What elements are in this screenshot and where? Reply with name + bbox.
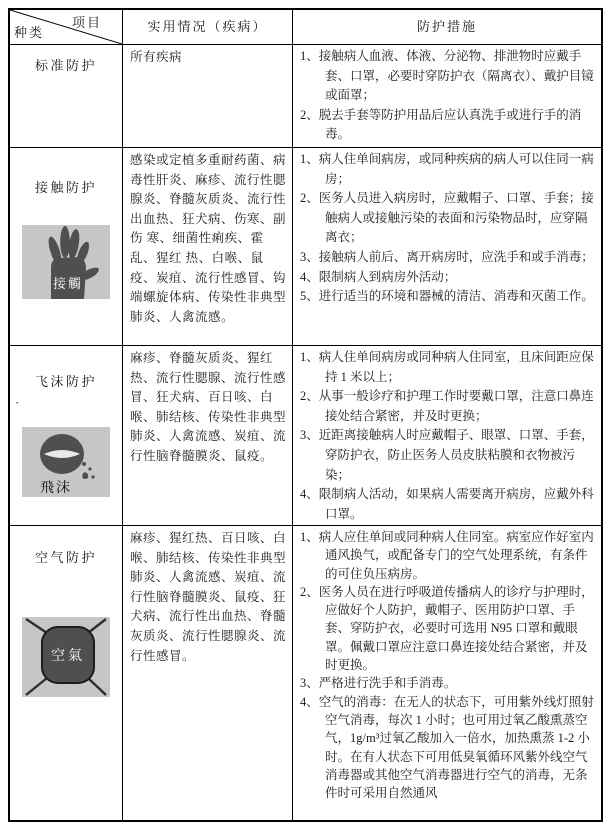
droplet-protection-diseases-cell: 麻疹、脊髓灰质炎、猩红热、流行性腮腺、流行性感冒、狂犬病、百日咳、白喉、肺结核、传染性非典型肺炎、人禽流感、炭疽、流行性脑脊髓膜炎、鼠疫。 <box>123 346 293 526</box>
measure-item: 2、脱去手套等防护用品后应认真洗手或进行手的消毒。 <box>300 107 582 142</box>
standard-protection-measures-cell <box>293 45 601 148</box>
airborne-protection-measures-cell <box>293 526 601 820</box>
measure-item: 2、医务人员进入病房时，应戴帽子、口罩、手套；接触病人或接触污染的表面和污染物品时，应穿隔离衣； <box>300 191 594 245</box>
measure-item: 2、从事一般诊疗和护理工作时要戴口罩，注意口鼻连接处结合紧密，并及时更换； <box>300 389 594 423</box>
measure-item: 5、进行适当的环境和器械的清洁、消毒和灭菌工作。 <box>300 289 594 304</box>
airborne-protection-category-cell <box>10 526 123 820</box>
category-label: 接触防护 <box>34 180 97 195</box>
lips-icon-label: 飛沫 <box>40 480 72 496</box>
header-measures-cell: 防护措施 <box>293 10 601 45</box>
measure-item: 1、病人住单间病房，或同种疾病的病人可以住同一病房； <box>300 152 594 186</box>
measure-item: 3、近距离接触病人时应戴帽子、眼罩、口罩、手套，穿防护衣，防止医务人员皮肤粘膜和衣物被污染； <box>300 428 594 482</box>
category-label: 飞沫防护 <box>34 374 97 389</box>
header-category-label: 种类 <box>14 25 45 41</box>
hand-icon-label: 接觸 <box>52 275 84 291</box>
standard-protection-diseases-cell: 所有疾病 <box>123 45 293 148</box>
measure-item: 4、限制病人活动，如果病人需要离开病房，应戴外科口罩。 <box>300 487 594 521</box>
measure-item: 4、空气的消毒：在无人的状态下，可用紫外线灯照射空气消毒，每次 1 小时；也可用过氧乙酸熏蒸空气，1g/m³过氧乙酸加入一倍水，加热熏蒸 1-2 小时。在有人状态下可用低臭氧循环风紫外线空气消毒器或其他空气消毒器进行空气的消毒，无条件时可采用自然通风 <box>300 694 594 801</box>
standard-protection-category-cell <box>10 45 123 148</box>
droplet-lips-icon <box>22 427 110 497</box>
measure-item: 2、医务人员在进行呼吸道传播病人的诊疗与护理时，应做好个人防护，戴帽子、医用防护口罩、手套、穿防护衣，必要时可选用 N95 口罩和戴眼罩。佩戴口罩应注意口鼻连接处结合紧密，并及时更换。 <box>300 584 594 673</box>
measure-item: 1、接触病人血液、体液、分泌物、排泄物时应戴手套、口罩，必要时穿防护衣（隔离衣）、戴护目镜或面罩； <box>300 49 594 103</box>
category-label: 标准防护 <box>34 58 97 73</box>
air-sign-icon <box>22 617 110 697</box>
protection-table <box>8 8 603 822</box>
header-project-label: 项目 <box>71 15 102 30</box>
airborne-protection-diseases-cell: 麻疹、猩红热、百日咳、白喉、肺结核、传染性非典型肺炎、人禽流感、炭疽、流行性脑脊髓膜炎、鼠疫、狂犬病、流行性出血热、脊髓灰质炎、流行性腮腺炎、流行性感冒。 <box>123 526 293 820</box>
droplet-protection-category-cell <box>10 346 123 526</box>
droplet-protection-measures-cell <box>293 346 601 526</box>
contact-hand-icon <box>22 225 110 299</box>
contact-protection-measures-cell <box>293 148 601 346</box>
contact-protection-category-cell <box>10 148 123 346</box>
header-usage-cell: 实用情况（疾病） <box>123 10 293 45</box>
measure-item: 4、限制病人到病房外活动； <box>300 269 457 284</box>
measure-item: 1、病人应住单间或同种病人住同室。病室应作好室内通风换气，或配备专门的空气处理系统，有条件的可住负压病房。 <box>300 530 594 581</box>
measure-item: 1、病人住单间病房或同种病人住同室，且床间距应保持 1 米以上； <box>300 350 594 384</box>
contact-protection-diseases-cell: 感染或定植多重耐药菌、病毒性肝炎、麻疹、流行性腮腺炎、脊髓灰质炎、流行性出血热、狂犬病、伤寒、副伤 寒、细菌性痢疾、霍乱、猩红 热、白喉、鼠疫、炭疽、流行性感冒、钩端螺旋体病、传染性非典型肺炎、人禽流感。 <box>123 148 293 346</box>
measure-item: 3、接触病人前后、离开病房时，应洗手和或手消毒； <box>300 249 594 264</box>
header-corner-cell <box>10 10 123 45</box>
air-icon-label: 空氣 <box>51 648 85 664</box>
stray-dot-mark: · <box>15 394 20 410</box>
measure-item: 3、严格进行洗手和手消毒。 <box>300 676 457 691</box>
category-label: 空气防护 <box>34 550 97 565</box>
